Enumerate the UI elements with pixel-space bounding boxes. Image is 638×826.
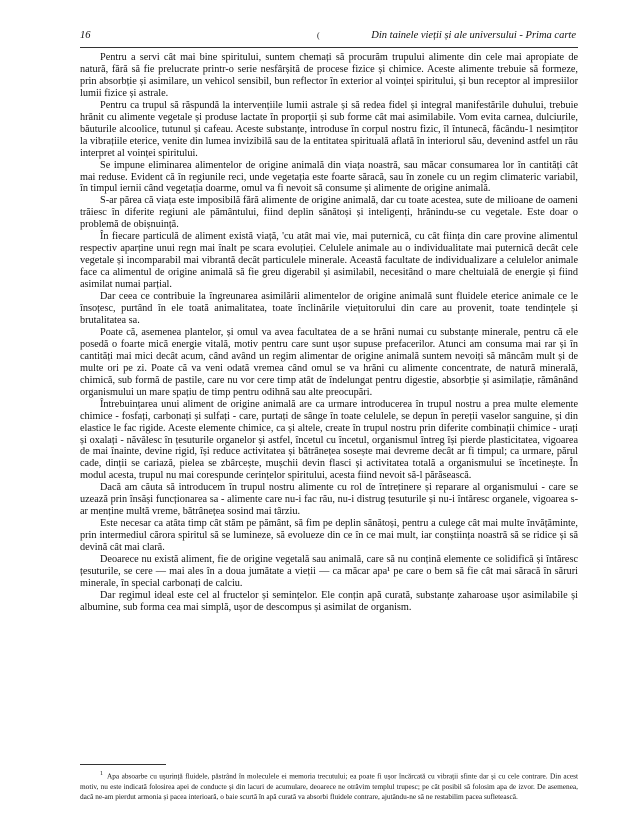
- paragraph: Pentru ca trupul să răspundă la intervențiile lumii astrale și să redea fidel și integral manifestările duhului, trebuie hrănit cu alimente vegetale și produse lactate în proporții și sub forme cât mai asimilabile. Vom evita carnea, dulciurile, băuturile alcoolice, tutunul și cafeau. Aceste substanțe, introduse în corpul nostru fizic, îl întunecă, făcându-1 nesimțitor la vibrațiile eterice, venite din lumea invizibilă sau de la entitatea spirituală aflată în interiorul său, devenind astfel un rău interpret al voinței spiritului.: [80, 99, 578, 159]
- paragraph: S-ar părea că viața este imposibilă fără alimente de origine animală, dar cu toate acestea, sute de milioane de oameni trăiesc în diferite regiuni ale pământului, fiind deplin sănătoși și inteligenți, hrănindu-se cu vegetale. Este doar o problemă de obișnuință.: [80, 195, 578, 231]
- header-rule: [80, 47, 578, 48]
- paragraph: Poate că, asemenea plantelor, și omul va avea facultatea de a se hrăni numai cu substanțe minerale, pentru că ele posedă o foarte mică energie vitală, motiv pentru care sunt ușor supuse prefacerilor. Atunci am consuma mai rar și în cantități mai mici decât acum, când având un regim alimentar de origine animală suntem nevoiți să mâncăm mult și de multe ori pe zi. Poate că va veni odată vremea când omul se va hrăni cu alimente concentrate, de natură minerală, chimică, sub formă de pastile, care nu vor cere timp atât de îndelungat pentru digestie, absorbție și asimilație, rămânând organismului un mare spațiu de timp pentru odihnă sau alte preocupări.: [80, 326, 578, 398]
- footnote-marker: 1: [100, 771, 103, 777]
- paragraph: Deoarece nu există aliment, fie de origine vegetală sau animală, care să nu conțină elemente ce solidifică și întăresc țesuturile, se cere — mai ales în a doua jumătate a vieții — ca măcar apa¹ pe care o bem să fie cât mai săracă în săruri minerale, în special carbonați de calciu.: [80, 554, 578, 589]
- footnote: [80, 769, 578, 802]
- header-mark: (: [317, 31, 320, 40]
- paragraph: Se impune eliminarea alimentelor de origine animală din viața noastră, sau măcar consumarea lor în cantități cât mai reduse. Evident că în regiunile reci, unde vegetația este foarte săracă, sau în zonele cu un regim climateric variabil, în timpul iernii când vegetația doarme, omul va fi nevoit să consume și alimente de origine animală.: [80, 159, 578, 195]
- running-header: [80, 30, 576, 46]
- footnote-paragraph: [80, 769, 578, 802]
- paragraph: Pentru a servi cât mai bine spiritului, suntem chemați să procurăm trupului alimente din cele mai apropiate de natură, fără să fie prelucrate printr-o serie nesfârșită de procese fizice și chimice. Aceste alimente trebuie să formeze, prin absorbție și asimilare, un vehicol sensibil, bun reflector în exterior al voinței spiritului, și bun receptor al impresiilor lumii fizice și astrale.: [80, 52, 578, 99]
- body-text: [80, 52, 578, 614]
- page-number: 16: [80, 30, 91, 41]
- paragraph: Dar regimul ideal este cel al fructelor și semințelor. Ele conțin apă curată, substanțe zaharoase ușor asimilabile și albumine, sub forma cea mai simplă, ușor de descompus și asimilat de organism.: [80, 589, 578, 613]
- footnote-rule: [80, 764, 166, 765]
- paragraph: Dar ceea ce contribuie la îngreunarea asimilării alimentelor de origine animală sunt fluidele eterice animale ce le însoțesc, purtând în ele toată animalitatea, toate înclinările viețuitorului din care au provenit, toate tendințele și brutalitatea sa.: [80, 291, 578, 326]
- paragraph: Dacă am căuta să introducem în trupul nostru alimente cu rol de întreținere și reparare al organismului - care se uzează prin însăși funcționarea sa - alimente care nu-i fac rău, nu-i distrug țesuturile și nu-i întăresc organele, vigoarea s-ar menține multă vreme, bătrânețea sosind mai târziu.: [80, 482, 578, 518]
- footnote-text: Apa absoarbe cu ușurință fluidele, păstrând în moleculele ei memoria trecutului; ea poate fi ușor încărcată cu vibrații sfinte dar și cu cele contrare. Din acest motiv, nu este indicată folosirea apei de conducte și din lacuri de acumulare, deoarece ne otrăvim templul trupesc; pe cât posibil să folosim apa de izvor. De asemenea, dacă ne-am pierdut armonia și pacea interioară, o baie scurtă în apă curată va absorbi fluidele contrare, ajutându-ne să ne restabilim pacea sufletească.: [80, 771, 578, 801]
- paragraph: Este necesar ca atâta timp cât stăm pe pământ, să fim pe deplin sănătoși, pentru a culege cât mai multe învățăminte, prin intermediul cărora spiritul să se lumineze, să evolueze din ce în ce mai mult, iar conștiința noastră să se ridice și să devină cât mai clară.: [80, 518, 578, 554]
- paragraph: În fiecare particulă de aliment există viață, 'cu atât mai vie, mai puternică, cu cât ființa din care provine alimentul respectiv aparține unui regn mai înalt pe scara evoluției. Celulele animale au o individualitate mai puternică decât cele vegetale și incomparabil mai vibrantă decât particulele minerale. Această facultate de individualizare a celulelor animale face ca alimentul de origine animală să fie greu digerabil și asimilabil, necesitând o mare cheltuială de energie și fiind asimilat numai parțial.: [80, 231, 578, 291]
- paragraph: Întrebuințarea unui aliment de origine animală are ca urmare introducerea în trupul nostru a prea multe elemente chimice - fosfați, carbonați și sulfați - care, purtați de sânge în toate celulele, se depun în pereții vaselor sanguine, și din elastice le fac rigide. Aceste elemente chimice, ca și altele, create în trupul nostru prin diferite combinații chimice - urați și oxalați - năvălesc în țesuturile organelor și astfel, încetul cu încetul, organismul întreg își pierde plasticitatea, vigoarea de mai înainte, devine rigid, își reduce activitatea și bătrânețea sosește mai devreme decât ar fi timpul; ca urmare, părul cade, dinții se cariază, pielea se zbârcește, mușchii devin flasci și activitatea totală a organismului se încetinește. În modul acesta, trupul nu mai corespunde cerințelor spiritului, acesta fiind nevoit să-l părăsească.: [80, 398, 578, 482]
- running-title: Din tainele vieții și ale universului - Prima carte: [371, 30, 576, 41]
